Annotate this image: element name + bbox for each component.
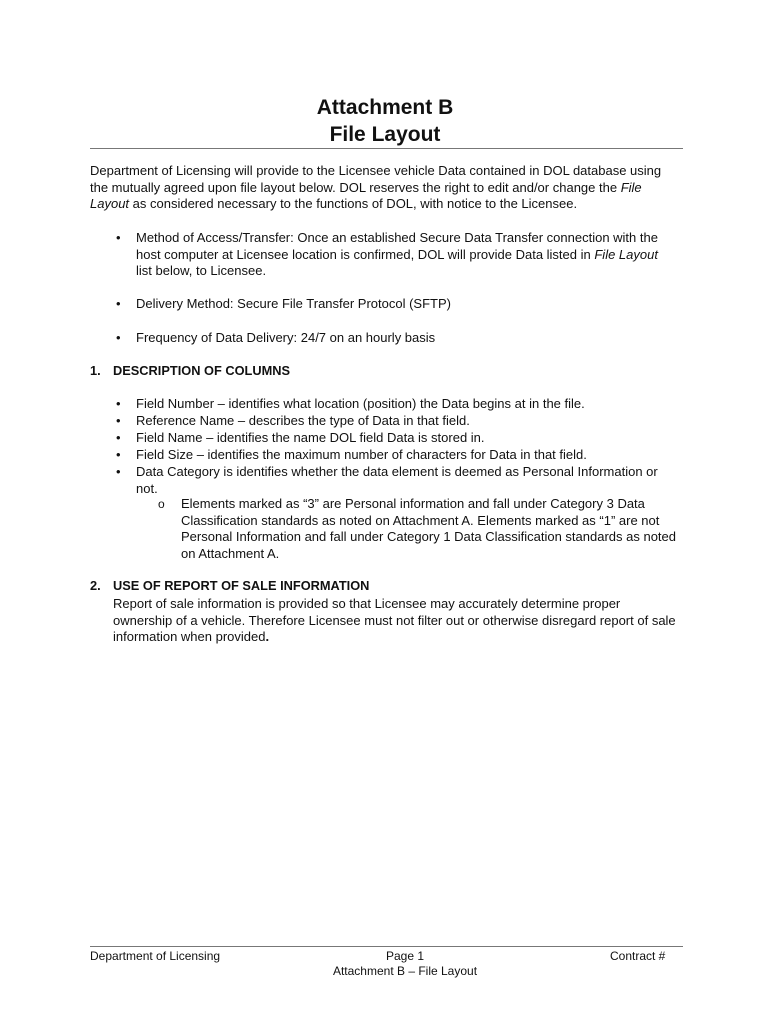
bullet-icon: • — [116, 396, 121, 411]
document-subtitle: File Layout — [329, 123, 441, 146]
section-1-heading: DESCRIPTION OF COLUMNS — [113, 363, 291, 378]
category-subitem: Elements marked as “3” are Personal information and fall under Category 3 Data Classification standards as noted on Attachment A. Elements marked as “1” are not Personal Information and fall under Category 1 Data Classification standards as noted on Attachment A. — [181, 496, 677, 561]
bullet-delivery: Delivery Method: Secure File Transfer Protocol (SFTP) — [136, 296, 451, 311]
bullet-icon: • — [116, 464, 121, 479]
section-2-heading: USE OF REPORT OF SALE INFORMATION — [113, 578, 370, 593]
column-item-data-category: Data Category is identifies whether the data element is deemed as Personal Information or not. — [136, 464, 658, 496]
intro-text-2: as considered necessary to the functions of DOL, with notice to the Licensee. — [129, 196, 578, 211]
section-2-body — [113, 596, 678, 646]
footer-page-number: Page 1 — [385, 949, 425, 963]
footer-document-name: Attachment B – File Layout — [332, 964, 478, 978]
access-text-1: Method of Access/Transfer: Once an established Secure Data Transfer connection with the host computer at Licensee location is confirmed, DOL will provide Data listed in — [136, 230, 658, 262]
bullet-access — [136, 230, 674, 280]
bullet-icon: • — [116, 447, 121, 462]
circle-bullet-icon: o — [158, 497, 165, 511]
bullet-frequency: Frequency of Data Delivery: 24/7 on an hourly basis — [136, 330, 436, 345]
column-item-field-name: Field Name – identifies the name DOL field Data is stored in. — [136, 430, 485, 445]
intro-text-1: Department of Licensing will provide to the Licensee vehicle Data contained in DOL database using the mutually agreed upon file layout below. DOL reserves the right to edit and/or change the — [90, 163, 662, 195]
document-title: Attachment B — [316, 96, 454, 119]
title-rule — [90, 148, 683, 149]
column-item-reference-name: Reference Name – describes the type of Data in that field. — [136, 413, 470, 428]
intro-italic: File Layout — [90, 179, 642, 211]
intro-paragraph — [90, 163, 675, 213]
footer-rule — [90, 946, 683, 947]
column-item-field-number: Field Number – identifies what location (position) the Data begins at in the file. — [136, 396, 585, 411]
column-item-field-size: Field Size – identifies the maximum number of characters for Data in that field. — [136, 447, 587, 462]
footer-center — [285, 949, 525, 979]
access-text-2: list below, to Licensee. — [136, 263, 267, 278]
section-1-number: 1. — [90, 363, 101, 378]
footer-contract: Contract # — [610, 949, 666, 963]
access-italic: File Layout — [594, 246, 658, 262]
bullet-icon: • — [116, 330, 121, 345]
section-2-body-end: . — [265, 629, 270, 644]
section-2-number: 2. — [90, 578, 101, 593]
bullet-icon: • — [116, 230, 121, 245]
section-2-body-text: Report of sale information is provided so that Licensee may accurately determine proper ownership of a vehicle. Therefore Licensee must not filter out or otherwise disregard report of sale information when provided — [113, 596, 676, 644]
bullet-icon: • — [116, 413, 121, 428]
footer-left: Department of Licensing — [90, 949, 221, 963]
bullet-icon: • — [116, 430, 121, 445]
bullet-icon: • — [116, 296, 121, 311]
